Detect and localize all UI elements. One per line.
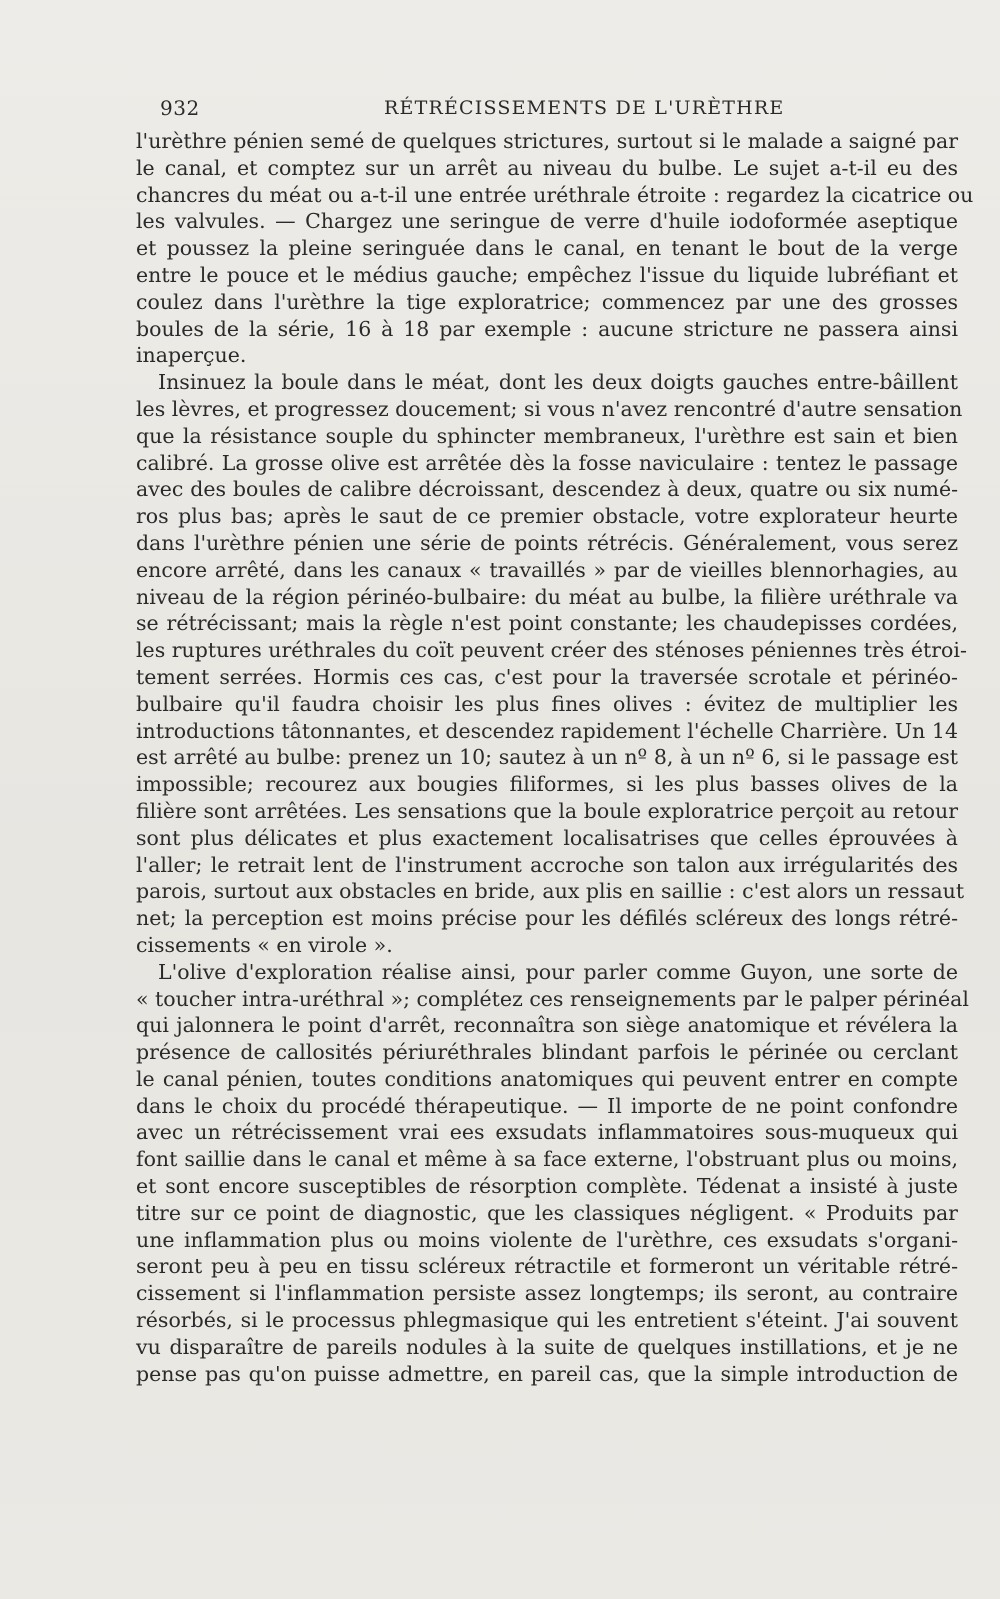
text-line: encore arrêté, dans les canaux « travaillés » par de vieilles blennorhagies, au (136, 557, 958, 582)
text-line: impossible; recourez aux bougies filiformes, si les plus basses olives de la (136, 772, 958, 797)
text-line: chancres du méat ou a-t-il une entrée uréthrale étroite : regardez la cicatrice ou (136, 182, 974, 207)
text-line: net; la perception est moins précise pour les défilés scléreux des longs rétré- (136, 906, 958, 931)
running-title: RÉTRÉCISSEMENTS DE L'URÈTHRE (384, 97, 785, 119)
text-line: le canal, et comptez sur un arrêt au niveau du bulbe. Le sujet a-t-il eu des (136, 155, 958, 180)
text-line: l'urèthre pénien semé de quelques strictures, surtout si le malade a saigné par (136, 129, 958, 153)
text-line: pense pas qu'on puisse admettre, en pareil cas, que la simple introduction de (136, 1361, 958, 1386)
text-line: boules de la série, 16 à 18 par exemple : aucune stricture ne passera ainsi (136, 316, 958, 341)
text-line: « toucher intra-uréthral »; complétez ces renseignements par le palper périnéal (136, 986, 969, 1011)
text-line: cissements « en virole ». (136, 932, 393, 957)
text-line: une inflammation plus ou moins violente de l'urèthre, ces exsudats s'organi- (136, 1227, 958, 1252)
text-line: se rétrécissant; mais la règle n'est point constante; les chaudepisses cordées, (136, 611, 958, 636)
text-line: L'olive d'exploration réalise ainsi, pour parler comme Guyon, une sorte de (158, 959, 958, 984)
text-line: tement serrées. Hormis ces cas, c'est pour la traversée scrotale et périnéo- (136, 664, 958, 689)
text-line: coulez dans l'urèthre la tige exploratrice; commencez par une des grosses (136, 289, 958, 314)
text-line: avec des boules de calibre décroissant, descendez à deux, quatre ou six numé- (136, 477, 958, 502)
text-line: seront peu à peu en tissu scléreux rétractile et formeront un véritable rétré- (136, 1254, 958, 1279)
body-text (136, 128, 974, 1387)
text-line: les valvules. — Chargez une seringue de verre d'huile iodoformée aseptique (136, 209, 958, 234)
text-line: bulbaire qu'il faudra choisir les plus fines olives : évitez de multiplier les (136, 691, 958, 716)
text-line: sont plus délicates et plus exactement localisatrises que celles éprouvées à (136, 825, 958, 850)
text-line: introductions tâtonnantes, et descendez rapidement l'échelle Charrière. Un 14 (136, 718, 958, 743)
text-line: calibré. La grosse olive est arrêtée dès la fosse naviculaire : tentez le passage (136, 450, 958, 475)
page-number: 932 (160, 96, 200, 120)
text-line: vu disparaître de pareils nodules à la suite de quelques instillations, et je ne (136, 1334, 958, 1359)
text-line: parois, surtout aux obstacles en bride, aux plis en saillie : c'est alors un ressaut (136, 879, 965, 904)
text-line: Insinuez la boule dans le méat, dont les deux doigts gauches entre-bâillent (158, 370, 958, 395)
text-line: cissement si l'inflammation persiste assez longtemps; ils seront, au contraire (136, 1281, 958, 1306)
text-line: entre le pouce et le médius gauche; empêchez l'issue du liquide lubréfiant et (136, 262, 958, 287)
text-line: inaperçue. (136, 343, 247, 368)
text-line: et sont encore susceptibles de résorption complète. Tédenat a insisté à juste (136, 1174, 958, 1199)
text-line: l'aller; le retrait lent de l'instrument accroche son talon aux irrégularités des (136, 852, 958, 877)
page-header (160, 96, 785, 122)
text-line: et poussez la pleine seringuée dans le canal, en tenant le bout de la verge (136, 236, 958, 261)
text-line: filière sont arrêtées. Les sensations que la boule exploratrice perçoit au retour (136, 798, 958, 823)
text-line: résorbés, si le processus phlegmasique qui les entretient s'éteint. J'ai souvent (136, 1308, 958, 1333)
text-line: dans le choix du procédé thérapeutique. — Il importe de ne point confondre (136, 1093, 958, 1118)
text-line: font saillie dans le canal et même à sa face externe, l'obstruant plus ou moins, (136, 1147, 958, 1172)
text-line: les ruptures uréthrales du coït peuvent créer des sténoses péniennes très étroi- (136, 638, 967, 663)
text-line: qui jalonnera le point d'arrêt, reconnaîtra son siège anatomique et révélera la (136, 1013, 958, 1038)
text-line: est arrêté au bulbe: prenez un 10; sautez à un nº 8, à un nº 6, si le passage est (136, 745, 958, 770)
text-line: avec un rétrécissement vrai ees exsudats inflammatoires sous-muqueux qui (136, 1120, 958, 1145)
text-line: ros plus bas; après le saut de ce premier obstacle, votre explorateur heurte (136, 504, 958, 529)
text-line: que la résistance souple du sphincter membraneux, l'urèthre est sain et bien (136, 423, 958, 448)
text-line: les lèvres, et progressez doucement; si vous n'avez rencontré d'autre sensation (136, 396, 963, 421)
text-line: le canal pénien, toutes conditions anatomiques qui peuvent entrer en compte (136, 1066, 958, 1091)
text-line: présence de callosités périuréthrales blindant parfois le périnée ou cerclant (136, 1040, 958, 1065)
text-line: dans l'urèthre pénien une série de points rétrécis. Généralement, vous serez (136, 530, 958, 555)
text-line: titre sur ce point de diagnostic, que les classiques négligent. « Produits par (136, 1200, 958, 1225)
text-line: niveau de la région périnéo-bulbaire: du méat au bulbe, la filière uréthrale va (136, 584, 958, 609)
